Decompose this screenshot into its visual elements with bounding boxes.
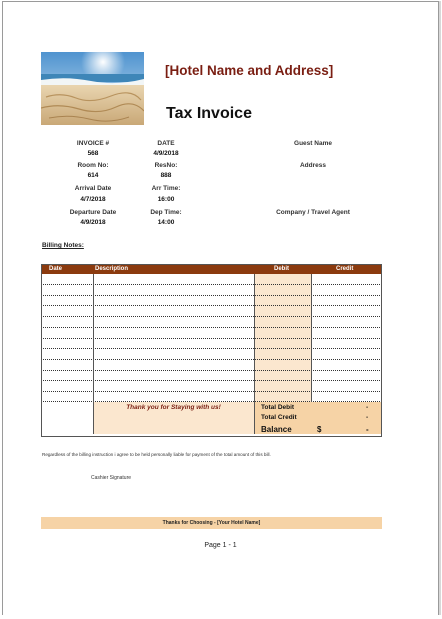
- departure-date-value: 4/9/2018: [80, 219, 106, 226]
- invoice-page: [2, 1, 439, 615]
- total-debit-value: -: [366, 404, 369, 411]
- thank-you-message: Thank you for Staying with us!: [126, 404, 221, 411]
- total-credit-label: Total Credit: [261, 414, 297, 421]
- footer-bar: [41, 517, 382, 529]
- invoice-number-value: 568: [87, 150, 99, 157]
- company-agent-label: Company / Travel Agent: [276, 209, 350, 216]
- billing-notes-label: Billing Notes:: [42, 242, 84, 249]
- column-header-description: Description: [95, 265, 129, 272]
- total-credit-value: -: [366, 414, 369, 421]
- arrival-date-label: Arrival Date: [74, 185, 112, 192]
- liability-disclaimer: Regardless of the billing instruction i agree to be held personally liable for payment of the total amount of this bill.: [42, 452, 271, 457]
- total-debit-label: Total Debit: [261, 404, 295, 411]
- page-number: Page 1 - 1: [204, 542, 237, 549]
- arrival-time-value: 16:00: [157, 196, 175, 203]
- room-number-label: Room No:: [77, 162, 109, 169]
- invoice-number-label: INVOICE #: [76, 140, 110, 147]
- column-header-debit: Debit: [274, 265, 289, 272]
- footer-thanks-text: Thanks for Choosing - [Your Hotel Name]: [162, 520, 261, 526]
- balance-value: -: [366, 425, 369, 434]
- hotel-name-heading: [Hotel Name and Address]: [165, 63, 334, 78]
- date-value: 4/9/2018: [153, 150, 179, 157]
- column-header-credit: Credit: [336, 265, 354, 272]
- hotel-photo: [41, 52, 144, 125]
- room-number-value: 614: [87, 172, 99, 179]
- balance-currency: $: [317, 425, 322, 434]
- departure-time-label: Dep Time:: [150, 209, 182, 216]
- arrival-time-label: Arr Time:: [151, 185, 181, 192]
- date-label: DATE: [157, 140, 175, 147]
- charges-table: [41, 264, 382, 437]
- guest-name-label: Guest Name: [294, 140, 332, 147]
- res-number-value: 888: [160, 172, 172, 179]
- departure-date-label: Departure Date: [69, 209, 117, 216]
- column-header-date: Date: [49, 265, 63, 272]
- invoice-title: Tax Invoice: [166, 105, 252, 122]
- table-border: [41, 264, 382, 437]
- departure-time-value: 14:00: [157, 219, 175, 226]
- arrival-date-value: 4/7/2018: [80, 196, 106, 203]
- address-label: Address: [299, 162, 326, 169]
- cashier-signature-label: Cashier Signature: [91, 475, 132, 481]
- balance-label: Balance: [261, 425, 292, 434]
- res-number-label: ResNo:: [154, 162, 178, 169]
